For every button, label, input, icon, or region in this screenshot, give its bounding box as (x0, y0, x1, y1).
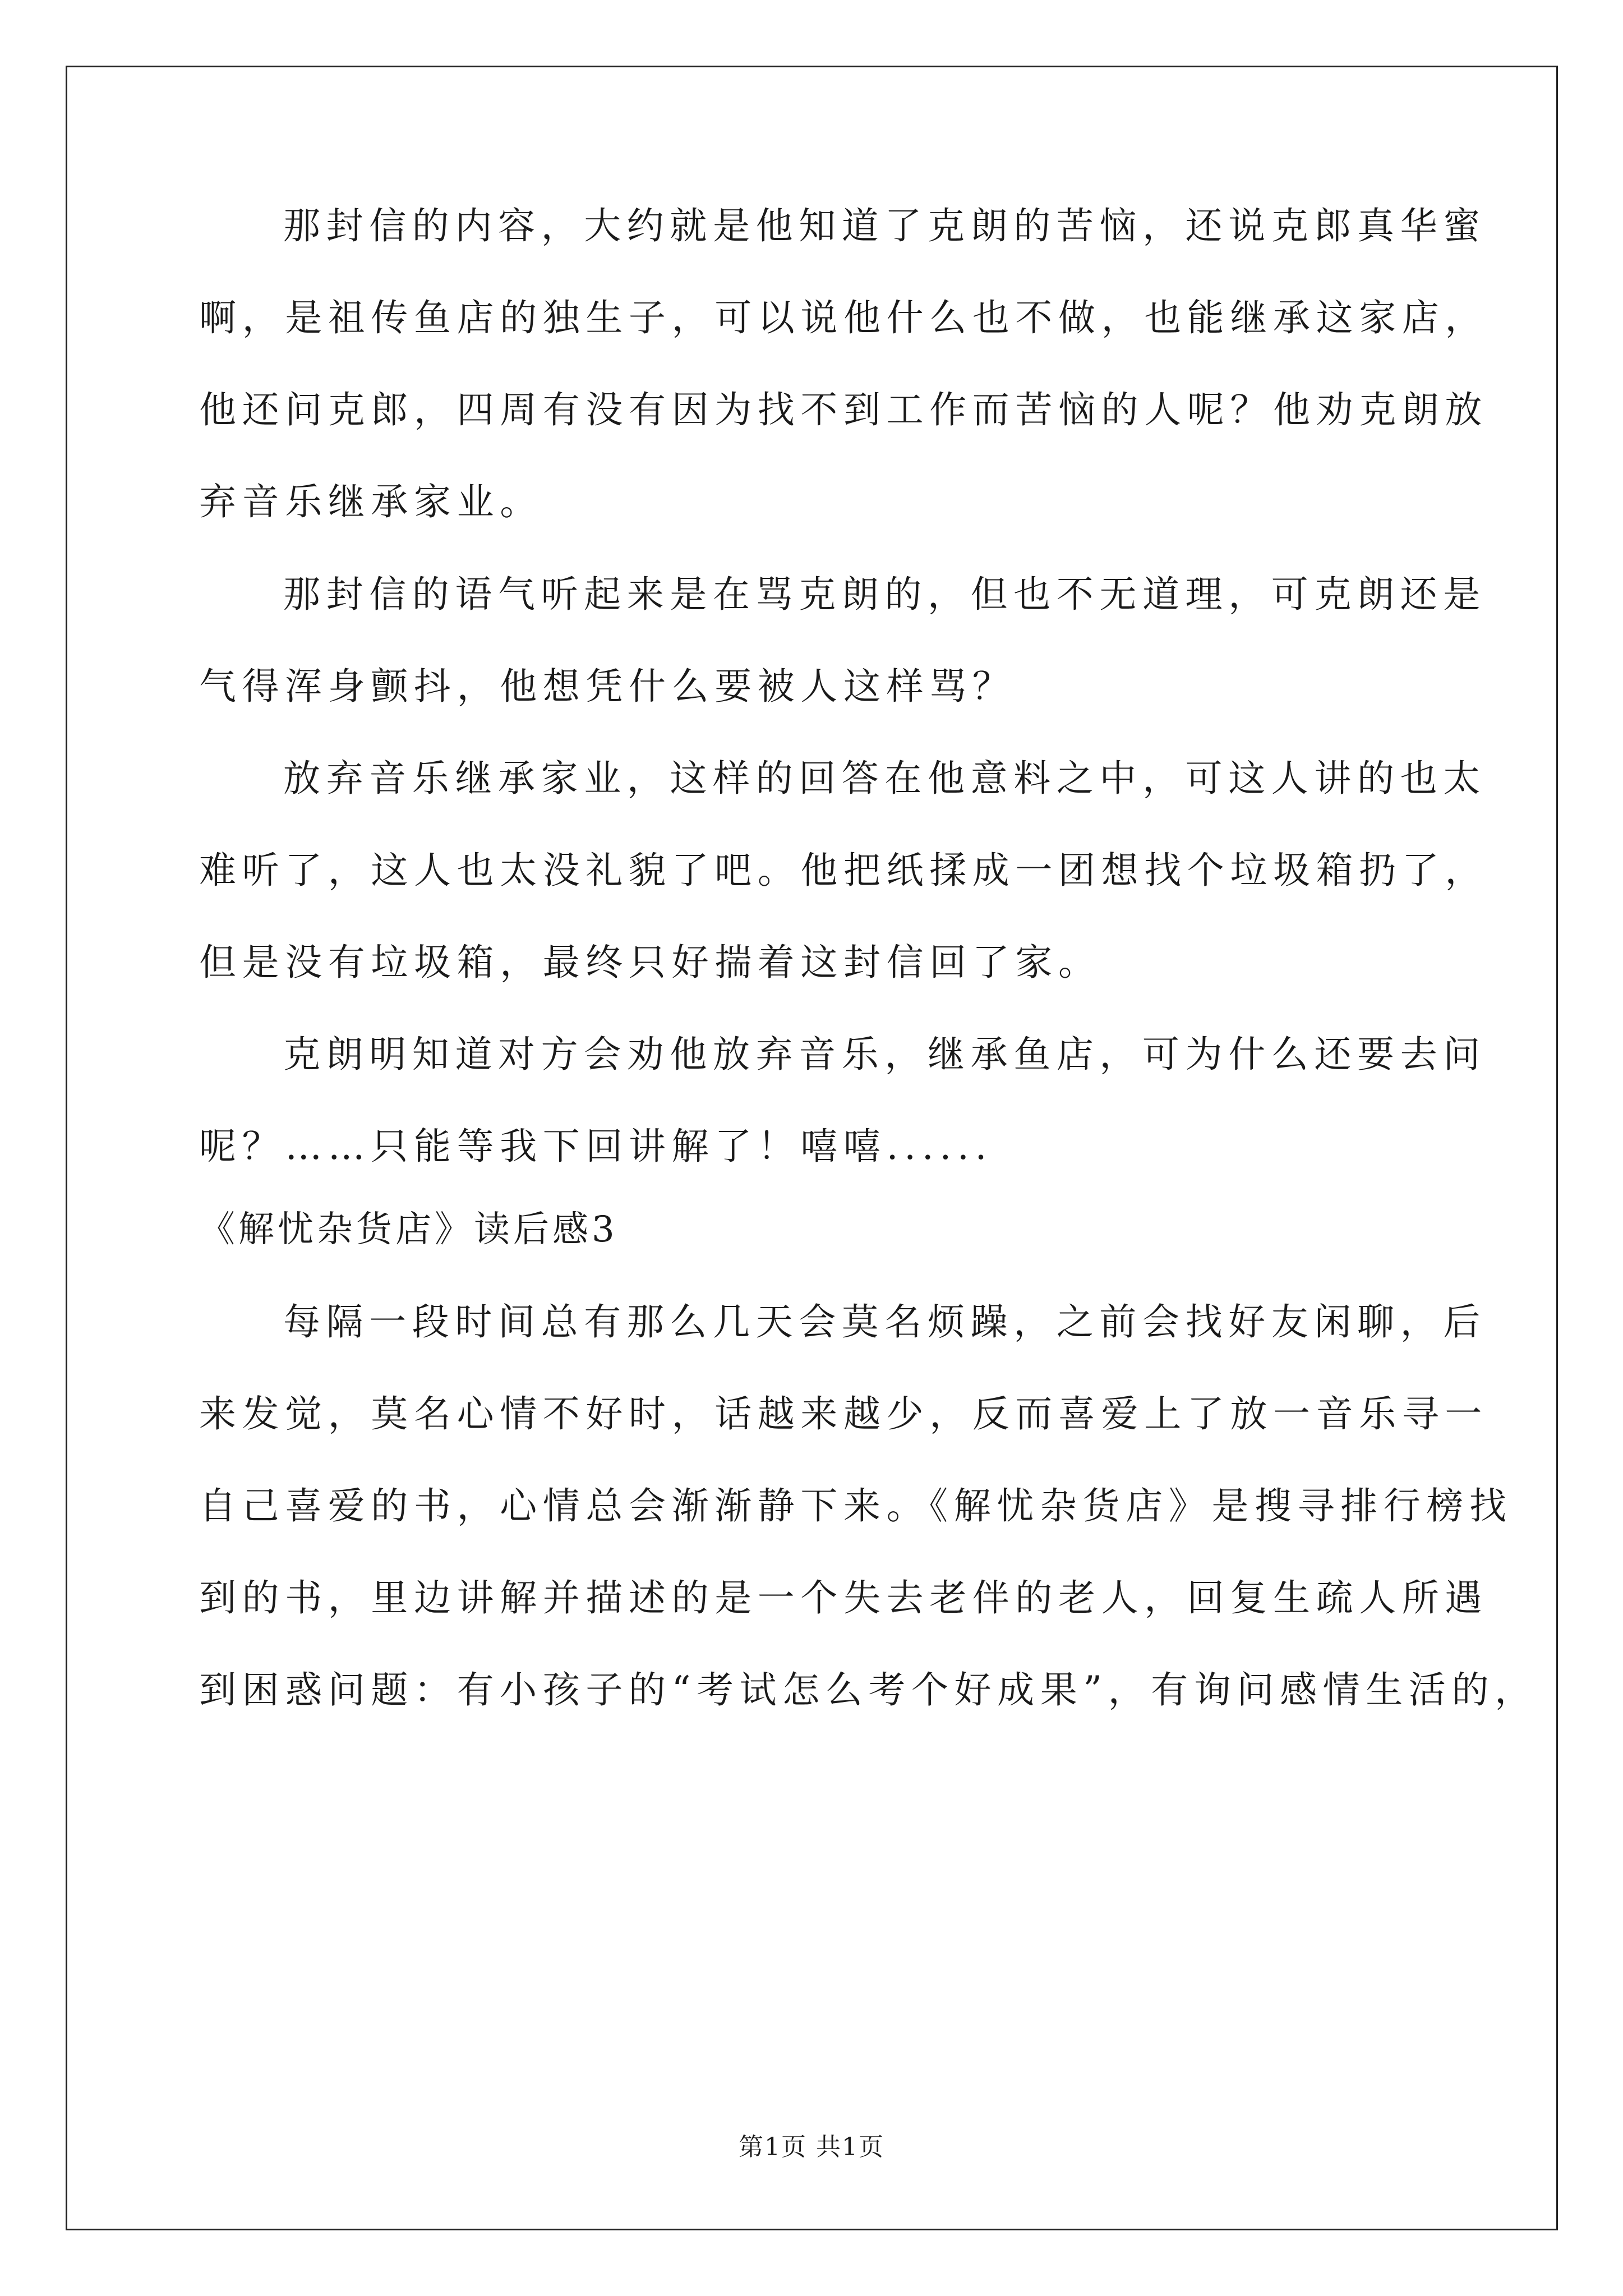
paragraph-5-line-2: 来发觉，莫名心情不好时，话越来越少，反而喜爱上了放一音乐寻一 (199, 1392, 1488, 1435)
paragraph-4-line-1: 克朗明知道对方会劝他放弃音乐，继承鱼店，可为什么还要去问 (283, 1033, 1486, 1076)
page-number-footer: 第1页 共1页 (739, 2133, 884, 2161)
paragraph-1-line-1: 那封信的内容，大约就是他知道了克朗的苦恼，还说克郎真华蜜 (283, 204, 1486, 247)
paragraph-3-line-1: 放弃音乐继承家业，这样的回答在他意料之中，可这人讲的也太 (283, 757, 1486, 800)
paragraph-4-line-2: 呢？……只能等我下回讲解了！嘻嘻...... (199, 1125, 993, 1168)
paragraph-1-line-2: 啊，是祖传鱼店的独生子，可以说他什么也不做，也能继承这家店， (199, 296, 1488, 339)
paragraph-1-line-3: 他还问克郎，四周有没有因为找不到工作而苦恼的人呢？他劝克朗放 (199, 388, 1488, 431)
paragraph-2-line-2: 气得浑身颤抖，他想凭什么要被人这样骂？ (199, 665, 1016, 708)
paragraph-5-line-4: 到的书，里边讲解并描述的是一个失去老伴的老人，回复生疏人所遇 (199, 1576, 1488, 1619)
paragraph-3-line-3: 但是没有垃圾箱，最终只好揣着这封信回了家。 (199, 941, 1101, 984)
paragraph-2-line-1: 那封信的语气听起来是在骂克朗的，但也不无道理，可克朗还是 (283, 573, 1486, 616)
section-heading: 《解忧杂货店》读后感3 (199, 1209, 618, 1250)
paragraph-5-line-3: 自己喜爱的书，心情总会渐渐静下来。《解忧杂货店》是搜寻排行榜找 (199, 1484, 1513, 1527)
paragraph-5-line-5: 到困惑问题：有小孩子的“考试怎么考个好成果”，有询问感情生活的， (199, 1668, 1538, 1711)
paragraph-5-line-1: 每隔一段时间总有那么几天会莫名烦躁，之前会找好友闲聊，后 (283, 1300, 1486, 1343)
paragraph-1-line-4: 弃音乐继承家业。 (199, 480, 543, 523)
paragraph-3-line-2: 难听了，这人也太没礼貌了吧。他把纸揉成一团想找个垃圾箱扔了， (199, 849, 1488, 892)
